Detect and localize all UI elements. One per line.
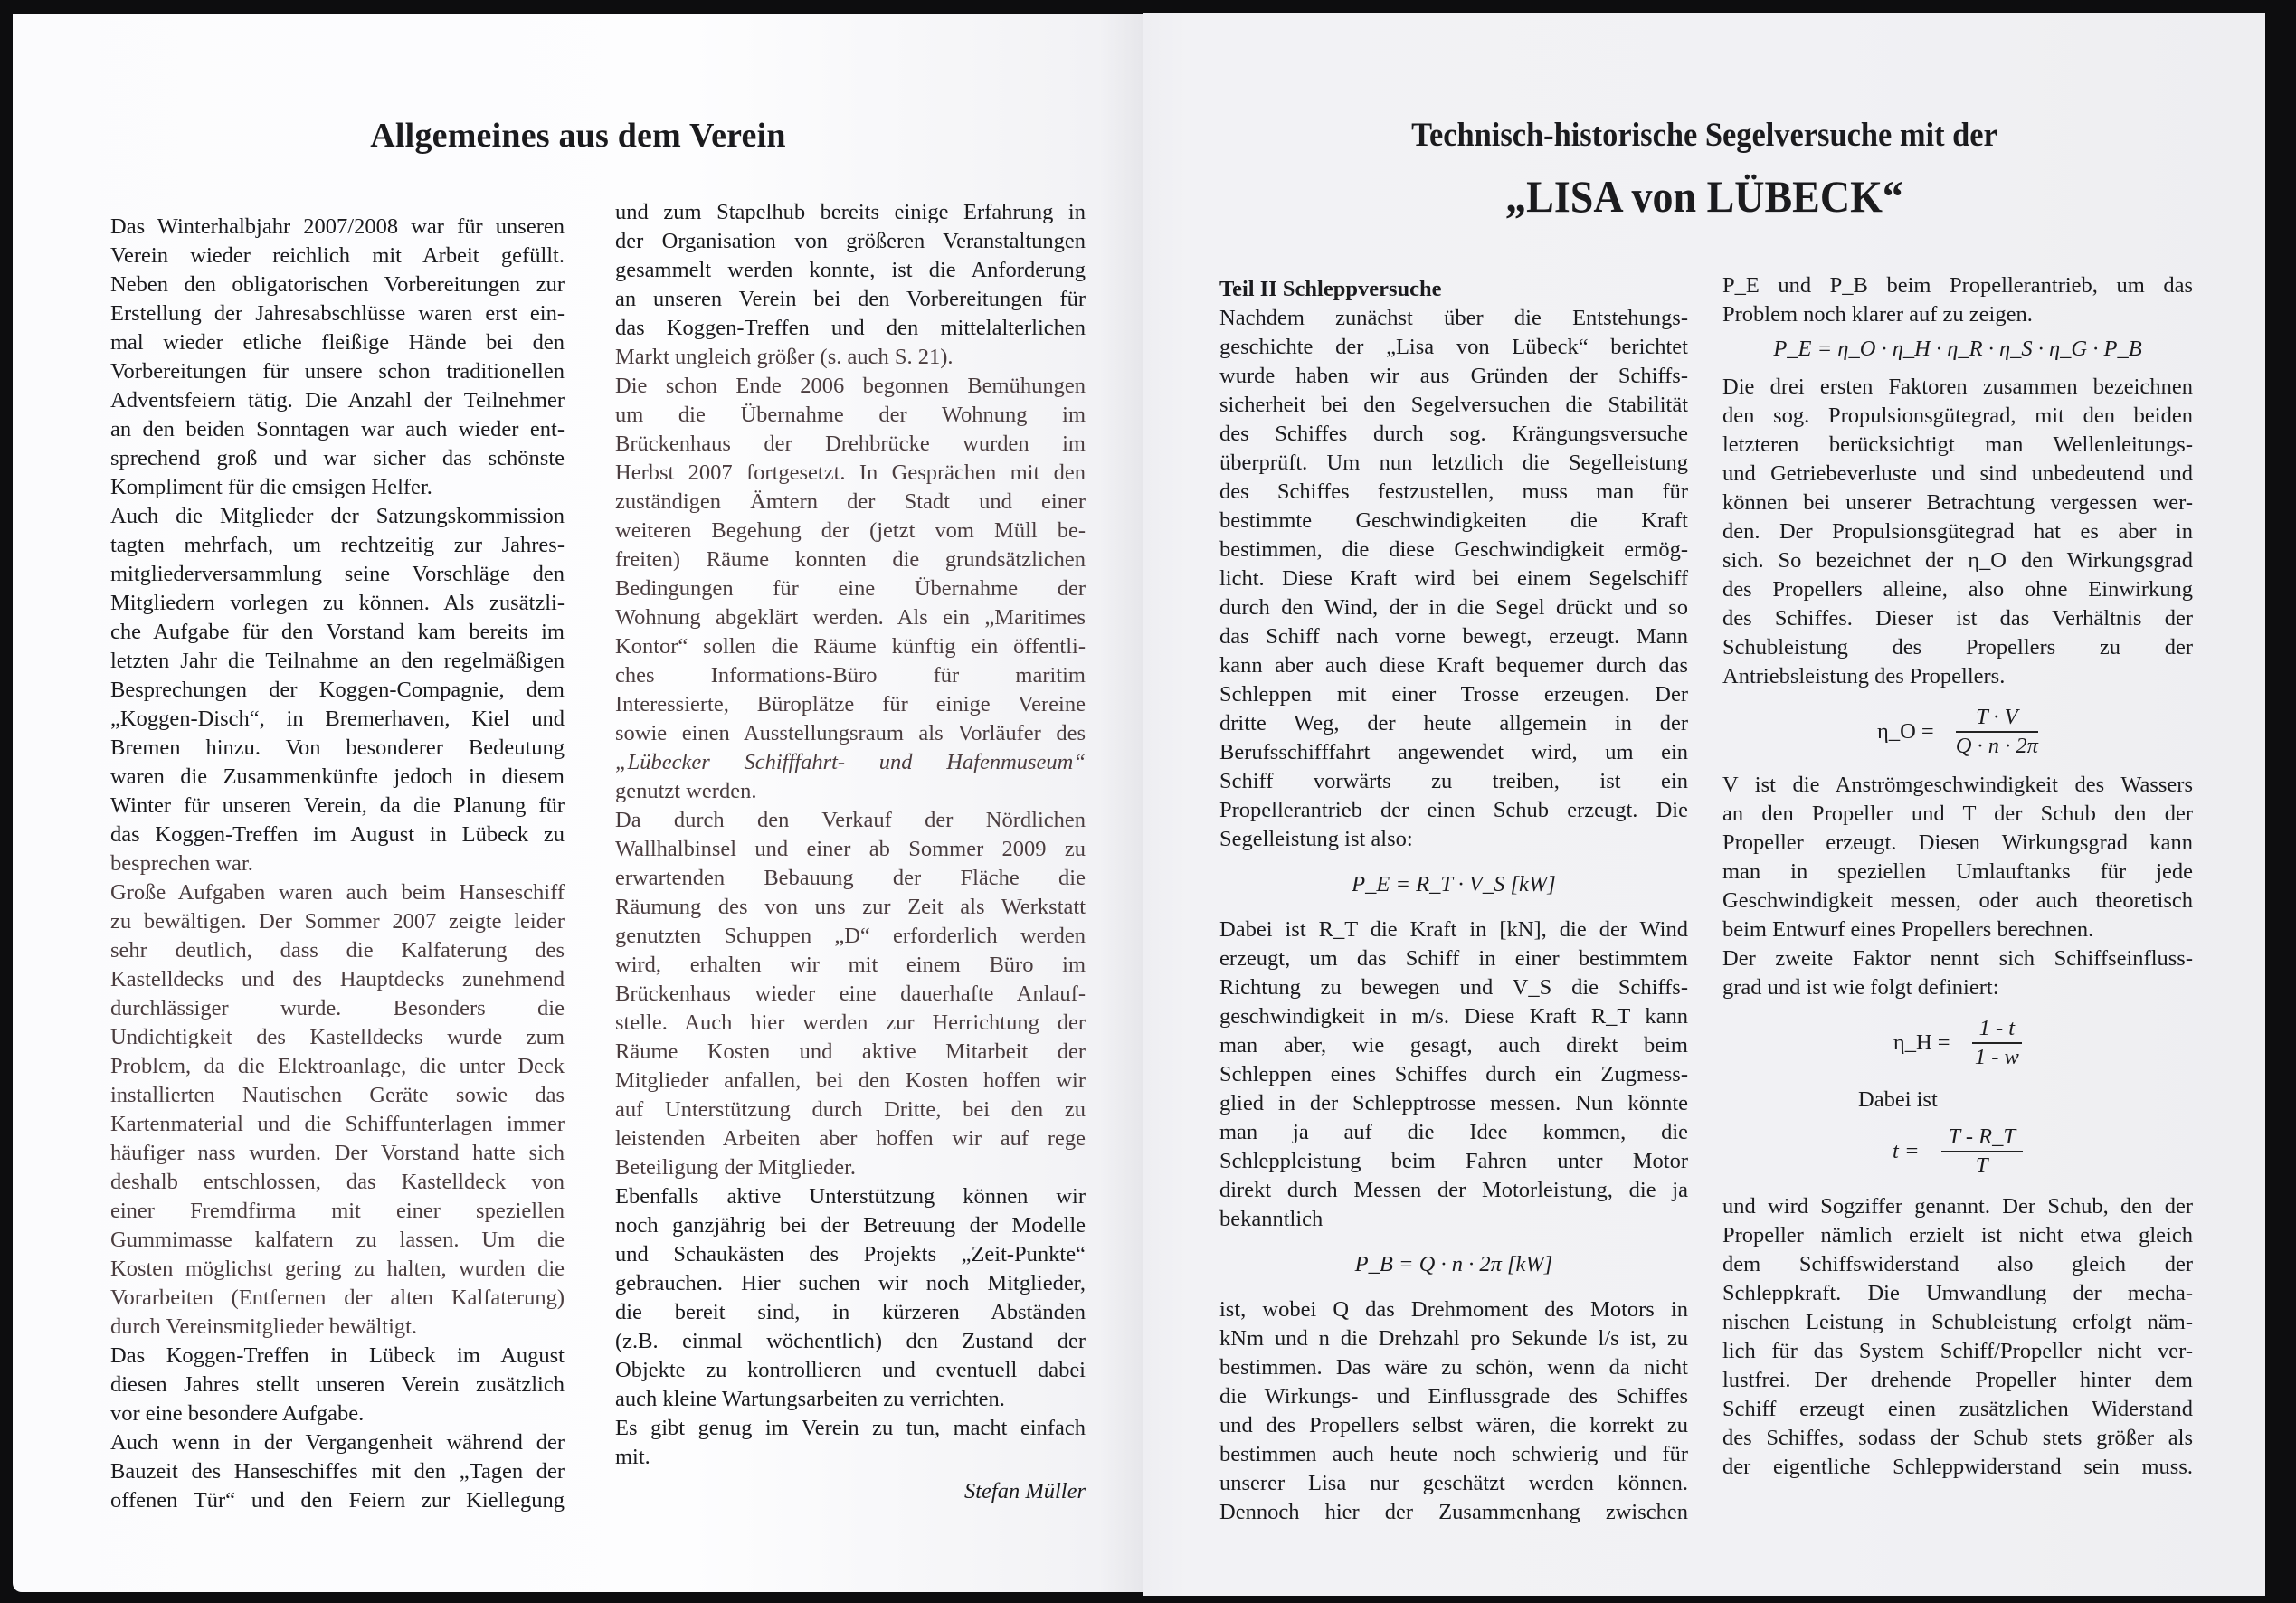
right-col2-line: beim Entwurf eines Propellers berechnen. — [1722, 917, 2094, 942]
right-col2-line: Die drei ersten Faktoren zusammen bezeichnen — [1722, 375, 2193, 399]
left-col2-line: Räumung des von uns zur Zeit als Werkstatt — [615, 895, 1086, 919]
left-col2-line: der Organisation von größeren Veranstaltungen — [615, 229, 1086, 253]
right-col1-line: Nachdem zunächst über die Entstehungs- — [1219, 306, 1688, 330]
formula-efficiency-chain: P_E = η_O · η_H · η_R · η_S · η_G · P_B — [1773, 337, 2142, 361]
right-col1-line: geschwindigkeit in m/s. Diese Kraft R_T kann — [1219, 1004, 1688, 1029]
right-col1-line: wurde haben wir aus Gründen der Schiffs- — [1219, 364, 1688, 388]
formula-open-water-efficiency-numerator: T · V — [1956, 704, 2038, 733]
right-col2-line: und Getriebeverluste und sind unbedeutend und — [1722, 461, 2193, 486]
left-col1-line: das Koggen-Treffen im August in Lübeck zu — [110, 822, 565, 847]
right-col1-line: man ja auf die Idee kommen, die — [1219, 1120, 1688, 1144]
right-col2-line: an den Propeller und T der Schub den der — [1722, 802, 2193, 826]
right-col1-line: bestimmte Geschwindigkeiten die Kraft — [1219, 508, 1688, 533]
formula-hull-efficiency — [1722, 1006, 2193, 1078]
left-col2-line: Herbst 2007 fortgesetzt. In Gesprächen mit den — [615, 460, 1086, 485]
right-col2-line: Schubleistung des Propellers zu der — [1722, 635, 2193, 659]
right-column-2 — [1722, 271, 2193, 1482]
left-col2-line: freiten) Räume konnten die grundsätzlichen — [615, 547, 1086, 572]
left-col2-line: an unseren Verein bei den Vorbereitungen für — [615, 287, 1086, 311]
left-col1-line: Gummimasse kalfatern zu lassen. Um die — [110, 1228, 565, 1252]
right-col1-line: überprüft. Um nun letztlich die Segelleistung — [1219, 451, 1688, 475]
right-col2-line: sich. So bezeichnet der η_O den Wirkungsgrad — [1722, 548, 2193, 573]
left-col2-line: Brückenhaus wieder eine dauerhafte Anlauf- — [615, 982, 1086, 1006]
right-col1-line: kNm und n die Drehzahl pro Sekunde l/s ist, zu — [1219, 1326, 1688, 1351]
left-col1-line: mitgliederversammlung seine Vorschläge den — [110, 562, 565, 586]
left-page-title: Allgemeines aus dem Verein — [370, 117, 786, 155]
left-col2-line: (z.B. einmal wöchentlich) den Zustand der — [615, 1329, 1086, 1353]
right-col2-line: des Schiffes. Dieser ist das Verhältnis der — [1722, 606, 2193, 631]
spacer — [1219, 899, 1688, 915]
left-col1-line: Kartenmaterial und die Schiffunterlagen immer — [110, 1112, 565, 1136]
left-col1-line: Das Winterhalbjahr 2007/2008 war für unseren — [110, 214, 565, 239]
right-col1-line: das Schiff nach vorne bewegt, erzeugt. Mann — [1219, 624, 1688, 649]
left-page — [13, 14, 1143, 1592]
right-col2-line: des Propellers alleine, also ohne Einwirkung — [1722, 577, 2193, 602]
left-column-1 — [110, 213, 565, 1515]
left-col2-line: auch kleine Wartungsarbeiten zu verrichten. — [615, 1387, 1005, 1411]
right-col1-line: bestimmen, die diese Geschwindigkeit ermög- — [1219, 537, 1688, 562]
formula-hull-efficiency-fraction — [1972, 1015, 2022, 1071]
right-col1-line: licht. Diese Kraft wird bei einem Segelschiff — [1219, 566, 1688, 591]
left-column-2 — [615, 198, 1086, 1506]
left-col2-line: Die schon Ende 2006 begonnen Bemühungen — [615, 374, 1086, 398]
right-page — [1143, 13, 2265, 1596]
left-col1-line: an den beiden Sonntagen war auch wieder ent- — [110, 417, 565, 441]
left-col1-line: Adventsfeiern tätig. Die Anzahl der Teilnehmer — [110, 388, 565, 413]
formula-brake-power: P_B = Q · n · 2π [kW] — [1354, 1252, 1553, 1276]
left-col1-line: einer Fremdfirma mit einer speziellen — [110, 1199, 565, 1223]
right-col2-line: grad und ist wie folgt definiert: — [1722, 975, 1999, 1000]
left-col2-line: Kontor“ sollen die Räume künftig ein öffentli- — [615, 634, 1086, 659]
right-col2-line: Schleppkraft. Die Umwandlung der mecha- — [1722, 1281, 2193, 1305]
formula-open-water-efficiency-fraction — [1956, 704, 2038, 760]
formula-hull-efficiency-lhs: η_H = — [1893, 1030, 1950, 1056]
left-col1-line: vor eine besondere Aufgabe. — [110, 1401, 365, 1426]
left-col2-line: wird, erhalten wir mit einem Büro im — [615, 953, 1086, 977]
right-col2-line: können bei unserer Betrachtung vergessen wer- — [1722, 490, 2193, 515]
left-col2-line: noch ganzjährig bei der Betreuung der Modelle — [615, 1213, 1086, 1238]
dabei-ist-label: Dabei ist — [1858, 1087, 1938, 1112]
left-col2-line: weiteren Begehung der (jetzt vom Müll be- — [615, 518, 1086, 543]
right-col1-line: Propellerantrieb der einen Schub erzeugt. Die — [1219, 798, 1688, 822]
right-col1-line: kann aber auch diese Kraft bequemer durch das — [1219, 653, 1688, 678]
left-col1-line: häufiger nass wurden. Der Vorstand hatte sich — [110, 1141, 565, 1165]
left-col2-line: Mitglieder anfallen, bei den Kosten hoffen wir — [615, 1068, 1086, 1093]
left-col2-line: erwartenden Bebauung der Fläche die — [615, 866, 1086, 890]
right-col2-line: Schiff erzeugt einen zusätzlichen Widerstand — [1722, 1397, 2193, 1421]
left-col1-line: Mitgliedern vorlegen zu können. Als zusätzli- — [110, 591, 565, 615]
right-col2-line: Problem noch klarer auf zu zeigen. — [1722, 302, 2033, 327]
right-col1-line: des Schiffes festzustellen, muss man für — [1219, 479, 1688, 504]
right-col2-line: den. Der Propulsionsgütegrad hat es aber in — [1722, 519, 2193, 544]
left-col2-line: und Schaukästen des Projekts „Zeit-Punkte“ — [615, 1242, 1086, 1266]
right-column-1 — [1219, 275, 1688, 1527]
formula-thrust-deduction-lhs: t = — [1893, 1139, 1920, 1164]
formula-thrust-deduction-fraction — [1941, 1124, 2023, 1180]
left-col2-line: Markt ungleich größer (s. auch S. 21). — [615, 345, 954, 369]
right-col1-line: Berufsschifffahrt angewendet wird, um ein — [1219, 740, 1688, 764]
author-signature: Stefan Müller — [963, 1479, 1086, 1503]
left-col1-line: Kompliment für die emsigen Helfer. — [110, 475, 432, 499]
right-col2-line: letzteren berücksichtigt man Wellenleitungs- — [1722, 432, 2193, 457]
left-col2-line: Räume Kosten und aktive Mitarbeit der — [615, 1039, 1086, 1064]
formula-open-water-efficiency-denominator: Q · n · 2π — [1955, 734, 2038, 759]
left-col1-line: Verein wieder reichlich mit Arbeit gefüllt. — [110, 243, 565, 268]
right-col1-line: direkt durch Messen der Motorleistung, die ja — [1219, 1178, 1688, 1202]
right-col1-line: bestimmen auch heute noch schwierig und für — [1219, 1442, 1688, 1466]
right-col1-line: die Wirkungs- und Einflussgrade des Schiffes — [1219, 1384, 1688, 1409]
right-col1-line: Richtung zu bewegen und V_S die Schiffs- — [1219, 975, 1688, 1000]
left-col2-line: mit. — [615, 1445, 650, 1469]
formula-thrust-deduction-denominator: T — [1975, 1153, 1988, 1179]
left-col1-line: deshalb entschlossen, das Kastelldeck von — [110, 1170, 565, 1194]
right-col1-line: und des Propellers selbst wären, die korrekt zu — [1219, 1413, 1688, 1437]
left-col1-line: „Koggen-Disch“, in Bremerhaven, Kiel und — [110, 707, 565, 731]
formula-hull-efficiency-denominator: 1 - w — [1974, 1045, 2019, 1070]
spacer — [1219, 854, 1688, 870]
left-col1-line: Problem, da die Elektroanlage, die unter Deck — [110, 1054, 565, 1078]
left-col2-line: Ebenfalls aktive Unterstützung können wir — [615, 1184, 1086, 1209]
left-col1-line: waren die Zusammenkünfte jedoch in diesem — [110, 764, 565, 789]
left-col1-line: Neben den obligatorischen Vorbereitungen zur — [110, 272, 565, 297]
left-col1-line: letzten Jahr die Teilnahme an den regelmäßigen — [110, 649, 565, 673]
right-col2-line: den sog. Propulsionsgütegrad, mit den beiden — [1722, 403, 2193, 428]
left-col2-line: zuständigen Ämtern der Stadt und einer — [615, 489, 1086, 514]
right-col1-line: Schleppen eines Schiffes durch ein Zugmess- — [1219, 1062, 1688, 1086]
left-col1-line: durch Vereinsmitglieder bewältigt. — [110, 1314, 418, 1339]
right-col2-line: Der zweite Faktor nennt sich Schiffseinfluss- — [1722, 946, 2193, 971]
left-col1-line: che Aufgabe für den Vorstand kam bereits im — [110, 620, 565, 644]
left-col2-line: die bereit sind, in kürzeren Abständen — [615, 1300, 1086, 1324]
left-col2-line: gebrauchen. Hier suchen wir noch Mitglieder, — [615, 1271, 1086, 1295]
left-col2-line: Beteiligung der Mitglieder. — [615, 1155, 857, 1180]
right-col2-line: lustfrei. Der drehende Propeller hinter dem — [1722, 1368, 2193, 1392]
right-col2-line: man in speziellen Umlauftanks für jede — [1722, 859, 2193, 884]
left-col2-line: Es gibt genug im Verein zu tun, macht einfach — [615, 1416, 1086, 1440]
left-col1-line: installierten Nautischen Geräte sowie das — [110, 1083, 565, 1107]
formula-thrust-deduction-numerator: T - R_T — [1941, 1124, 2023, 1152]
right-page-title-line2: „LISA von LÜBECK“ — [1505, 171, 1903, 222]
right-col1-line: bestimmen. Das wäre zu schön, wenn da nicht — [1219, 1355, 1688, 1380]
left-col1-line: Große Aufgaben waren auch beim Hanseschiff — [110, 880, 565, 905]
right-col2-line: dem Schiffswiderstand also gleich der — [1722, 1252, 2193, 1276]
right-col1-line: Dennoch hier der Zusammenhang zwischen — [1219, 1500, 1688, 1524]
left-col2-line: das Koggen-Treffen und den mittelalterlichen — [615, 316, 1086, 340]
left-col1-line: Kosten möglichst gering zu halten, wurden die — [110, 1257, 565, 1281]
left-col2-line: genutzt werden. — [615, 779, 757, 803]
right-col2-line: des Schiffes, sodass der Schub stets größer als — [1722, 1426, 2193, 1450]
right-col2-line: Propeller nämlich erzielt ist nicht etwa gleich — [1722, 1223, 2193, 1247]
formula-open-water-efficiency-lhs: η_O = — [1877, 719, 1934, 745]
left-col1-line: Auch die Mitglieder der Satzungskommission — [110, 504, 565, 528]
left-col1-line: sprechend groß und war sicher das schönste — [110, 446, 565, 470]
left-col1-line: Auch wenn in der Vergangenheit während der — [110, 1430, 565, 1455]
left-col1-line: Undichtigkeit des Kastelldecks wurde zum — [110, 1025, 565, 1049]
right-col1-line: sicherheit bei den Segelversuchen die Stabilität — [1219, 393, 1688, 417]
left-col1-line: Kastelldecks und des Hauptdecks zunehmend — [110, 967, 565, 991]
left-col1-line: Winter für unseren Verein, da die Planung für — [110, 793, 565, 818]
formula-hull-efficiency-numerator: 1 - t — [1972, 1015, 2022, 1044]
left-col2-line: um die Übernahme der Wohnung im — [615, 403, 1086, 427]
right-col1-line: Dabei ist R_T die Kraft in [kN], die der Wind — [1219, 917, 1688, 942]
right-col2-line: Geschwindigkeit messen, oder auch theoretisch — [1722, 888, 2193, 913]
right-col2-line: Propeller erzeugt. Diesen Wirkungsgrad kann — [1722, 830, 2193, 855]
left-col2-line: gesammelt werden konnte, ist die Anforderung — [615, 258, 1086, 282]
left-col2-line: Da durch den Verkauf der Nördlichen — [615, 808, 1086, 832]
left-col2-line: ches Informations-Büro für maritim — [615, 663, 1086, 688]
right-col2-line: lich für das System Schiff/Propeller nicht ver- — [1722, 1339, 2193, 1363]
spacer — [1219, 1234, 1688, 1250]
left-col1-line: Bremen hinzu. Von besonderer Bedeutung — [110, 735, 565, 760]
right-col1-line: erzeugt, um das Schiff in einer bestimmtem — [1219, 946, 1688, 971]
left-col1-line: Das Koggen-Treffen in Lübeck im August — [110, 1343, 565, 1368]
right-col1-line: ist, wobei Q das Drehmoment des Motors in — [1219, 1297, 1688, 1322]
right-col1-line: dritte Weg, der heute allgemein in der — [1219, 711, 1688, 735]
left-col2-line: Brückenhaus der Drehbrücke wurden im — [615, 432, 1086, 456]
right-col1-line: unserer Lisa nur geschätzt werden können. — [1219, 1471, 1688, 1495]
left-col1-line: durchlässiger wurde. Besonders die — [110, 996, 565, 1020]
left-col1-line: sehr deutlich, dass die Kalfaterung des — [110, 938, 565, 963]
left-col1-line: Besprechungen der Koggen-Compagnie, dem — [110, 678, 565, 702]
left-col2-line: und zum Stapelhub bereits einige Erfahrung in — [615, 200, 1086, 224]
left-col2-line: stelle. Auch hier werden zur Herrichtung der — [615, 1010, 1086, 1035]
left-col1-line: offenen Tür“ und den Feiern zur Kiellegung — [110, 1488, 565, 1513]
right-col2-line: nischen Leistung in Schubleistung erfolgt näm- — [1722, 1310, 2193, 1334]
left-col2-line: Interessierte, Büroplätze für einige Vereine — [615, 692, 1086, 716]
right-col2-line: Antriebsleistung des Propellers. — [1722, 664, 2006, 688]
left-col2-line: Wallhalbinsel und einer ab Sommer 2009 zu — [615, 837, 1086, 861]
right-col1-line: bekanntlich — [1219, 1207, 1324, 1231]
left-col2-line: Wohnung abgeklärt werden. Als ein „Maritimes — [615, 605, 1086, 630]
right-col1-line: man aber, wie gesagt, auch direkt beim — [1219, 1033, 1688, 1058]
right-col2-line: der eigentliche Schleppwiderstand sein muss. — [1722, 1455, 2193, 1479]
left-col2-line: Bedingungen für eine Übernahme der — [615, 576, 1086, 601]
right-col2-line: V ist die Anströmgeschwindigkeit des Wassers — [1722, 773, 2193, 797]
left-col1-line: Erstellung der Jahresabschlüsse waren erst ein- — [110, 301, 565, 326]
right-col1-line: Schleppen mit einer Trosse erzeugen. Der — [1219, 682, 1688, 707]
left-col1-line: besprechen war. — [110, 851, 253, 876]
left-col2-line: leistenden Arbeiten aber hoffen wir auf rege — [615, 1126, 1086, 1151]
spacer — [1219, 1279, 1688, 1295]
left-col2-line: „Lübecker Schifffahrt- und Hafenmuseum“ — [615, 750, 1086, 774]
right-col1-line: Schleppleistung beim Fahren unter Motor — [1219, 1149, 1688, 1173]
right-col1-line: glied in der Schlepptrosse messen. Nun könnte — [1219, 1091, 1688, 1115]
left-col1-line: Bauzeit des Hanseschiffes mit den „Tagen der — [110, 1459, 565, 1484]
formula-sail-power: P_E = R_T · V_S [kW] — [1352, 872, 1556, 896]
right-col2-line: und wird Sogziffer genannt. Der Schub, den der — [1722, 1194, 2193, 1219]
left-col2-line: Objekte zu kontrollieren und eventuell dabei — [615, 1358, 1086, 1382]
left-col1-line: mal wieder etliche fleißige Hände bei den — [110, 330, 565, 355]
spacer — [1722, 364, 2193, 373]
right-col1-line: des Schiffes durch sog. Krängungsversuche — [1219, 422, 1688, 446]
left-col1-line: Vorarbeiten (Entfernen der alten Kalfaterung) — [110, 1285, 565, 1310]
left-col1-line: tagten mehrfach, um rechtzeitig zur Jahres- — [110, 533, 565, 557]
left-col1-line: Vorbereitungen für unsere schon traditionellen — [110, 359, 565, 384]
left-col2-line: genutzten Schuppen „D“ erforderlich werden — [615, 924, 1086, 948]
left-col1-line: zu bewältigen. Der Sommer 2007 zeigte leider — [110, 909, 565, 934]
right-col1-line: geschichte der „Lisa von Lübeck“ berichtet — [1219, 335, 1688, 359]
section-subheading: Teil II Schleppversuche — [1219, 277, 1442, 301]
left-col1-line: diesen Jahres stellt unseren Verein zusätzlich — [110, 1372, 565, 1397]
left-col2-line: auf Unterstützung durch Dritte, bei den zu — [615, 1097, 1086, 1122]
right-col2-line: P_E und P_B beim Propellerantrieb, um das — [1722, 273, 2193, 298]
right-col1-line: Segelleistung ist also: — [1219, 827, 1413, 851]
formula-open-water-efficiency — [1722, 695, 2193, 767]
left-col2-line: sowie einen Ausstellungsraum als Vorläufer des — [615, 721, 1086, 745]
right-col1-line: durch den Wind, der in die Segel drückt und so — [1219, 595, 1688, 620]
right-page-title-line1: Technisch-historische Segelversuche mit der — [1411, 117, 1997, 154]
right-col1-line: Schiff vorwärts zu treiben, ist ein — [1219, 769, 1688, 793]
formula-thrust-deduction — [1722, 1115, 2193, 1187]
